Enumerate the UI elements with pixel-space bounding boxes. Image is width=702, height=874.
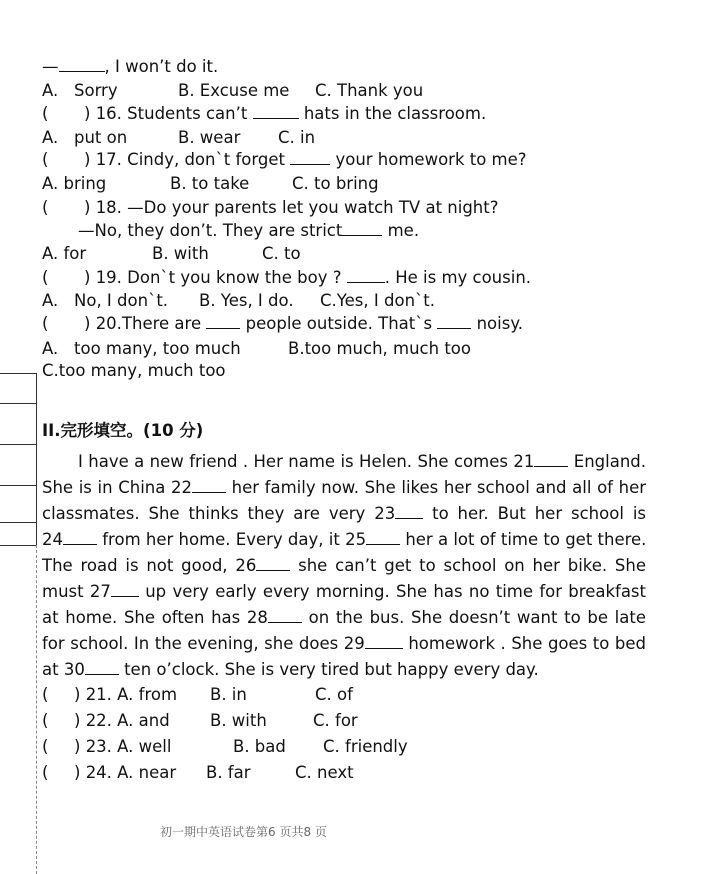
margin-line	[0, 485, 36, 486]
blank	[365, 633, 403, 649]
passage-line: for school. In the evening, she does 29 homework . She goes to bed	[42, 634, 646, 653]
passage-line: at 30 ten o’clock. She is very tired but happy every day.	[42, 660, 539, 679]
passage-line: at home. She often has 28 on the bus. She doesn’t want to be late	[42, 608, 646, 627]
option-c: C. in	[278, 128, 316, 147]
option-c: C.too many, much too	[42, 361, 226, 380]
question-22: ) 22. A. and	[74, 711, 170, 730]
option-a: put on	[74, 128, 128, 147]
margin-line	[0, 403, 36, 404]
answer-paren-open: (	[42, 711, 49, 730]
answer-paren-open: (	[42, 314, 49, 333]
question-18-stem: ) 18. —Do your parents let you watch TV at night?	[84, 198, 499, 217]
option-b: B. Excuse me	[178, 81, 290, 100]
option-c: C.Yes, I don`t.	[320, 291, 435, 310]
blank	[59, 56, 105, 72]
blank	[192, 477, 226, 493]
blank	[290, 149, 330, 165]
answer-paren-open: (	[42, 198, 49, 217]
question-20-stem: ) 20.There are people outside. That`s noisy.	[84, 314, 523, 333]
blank	[256, 555, 290, 571]
blank	[253, 103, 299, 119]
blank	[395, 503, 423, 519]
option-a-letter: A.	[42, 128, 59, 147]
option-a: No, I don`t.	[74, 291, 169, 310]
blank	[206, 313, 240, 329]
passage-line: I have a new friend . Her name is Helen. She comes 21 England.	[78, 452, 647, 471]
blank	[437, 313, 471, 329]
option-c: C. for	[313, 711, 358, 730]
option-a: A. bring	[42, 174, 107, 193]
blank	[268, 607, 302, 623]
blank	[111, 581, 139, 597]
cloze-passage	[42, 449, 646, 683]
option-c: C. friendly	[323, 737, 408, 756]
option-b: B. with	[152, 244, 209, 263]
section-title: II.完形填空。(10 分)	[42, 421, 204, 440]
option-b: B. far	[206, 763, 251, 782]
question-21: ) 21. A. from	[74, 685, 178, 704]
blank	[366, 529, 400, 545]
passage-line: The road is not good, 26 she can’t get to school on her bike. She	[42, 556, 647, 575]
option-b: B. with	[210, 711, 267, 730]
answer-paren-open: (	[42, 150, 49, 169]
margin-bar	[36, 373, 37, 545]
margin-line	[0, 373, 36, 374]
margin-line	[0, 545, 36, 546]
question-18-reply: —No, they don’t. They are strict me.	[78, 221, 420, 240]
option-a: Sorry	[74, 81, 118, 100]
option-b: B.too much, much too	[288, 339, 471, 358]
page-footer: 初一期中英语试卷第6 页共8 页	[160, 825, 327, 839]
option-b: B. to take	[170, 174, 250, 193]
margin-line	[0, 522, 36, 523]
option-c: C. to	[262, 244, 301, 263]
option-c: C. next	[295, 763, 354, 782]
margin-dashed-line	[36, 545, 37, 874]
option-b: B. wear	[178, 128, 241, 147]
option-a-letter: A.	[42, 291, 59, 310]
passage-line: 24 from her home. Every day, it 25 her a lot of time to get there.	[42, 530, 647, 549]
answer-paren-open: (	[42, 268, 49, 287]
question-17-stem: ) 17. Cindy, don`t forget your homework to me?	[84, 150, 527, 169]
question-19-stem: ) 19. Don`t you know the boy ? . He is my cousin.	[84, 268, 532, 287]
blank	[342, 220, 382, 236]
margin-line	[0, 444, 36, 445]
option-a-letter: A.	[42, 339, 59, 358]
option-b: B. Yes, I do.	[199, 291, 294, 310]
answer-paren-open: (	[42, 737, 49, 756]
question-15-stem: — , I won’t do it.	[42, 57, 219, 76]
option-b: B. bad	[233, 737, 286, 756]
option-c: C. of	[315, 685, 353, 704]
passage-line: classmates. She thinks they are very 23 to her. But her school is	[42, 504, 646, 523]
option-a: too many, too much	[74, 339, 241, 358]
question-23: ) 23. A. well	[74, 737, 172, 756]
question-16-stem: ) 16. Students can’t hats in the classroom.	[84, 104, 487, 123]
answer-paren-open: (	[42, 685, 49, 704]
option-c: C. Thank you	[315, 81, 424, 100]
passage-line: She is in China 22 her family now. She likes her school and all of her	[42, 478, 646, 497]
option-c: C. to bring	[292, 174, 379, 193]
option-b: B. in	[210, 685, 247, 704]
answer-paren-open: (	[42, 104, 49, 123]
question-24: ) 24. A. near	[74, 763, 177, 782]
blank	[63, 529, 97, 545]
option-a: A. for	[42, 244, 87, 263]
blank	[347, 267, 385, 283]
blank	[534, 451, 568, 467]
question-15-options: A.	[42, 81, 59, 100]
blank	[85, 659, 119, 675]
passage-line: must 27 up very early every morning. She has no time for breakfast	[42, 582, 647, 601]
answer-paren-open: (	[42, 763, 49, 782]
